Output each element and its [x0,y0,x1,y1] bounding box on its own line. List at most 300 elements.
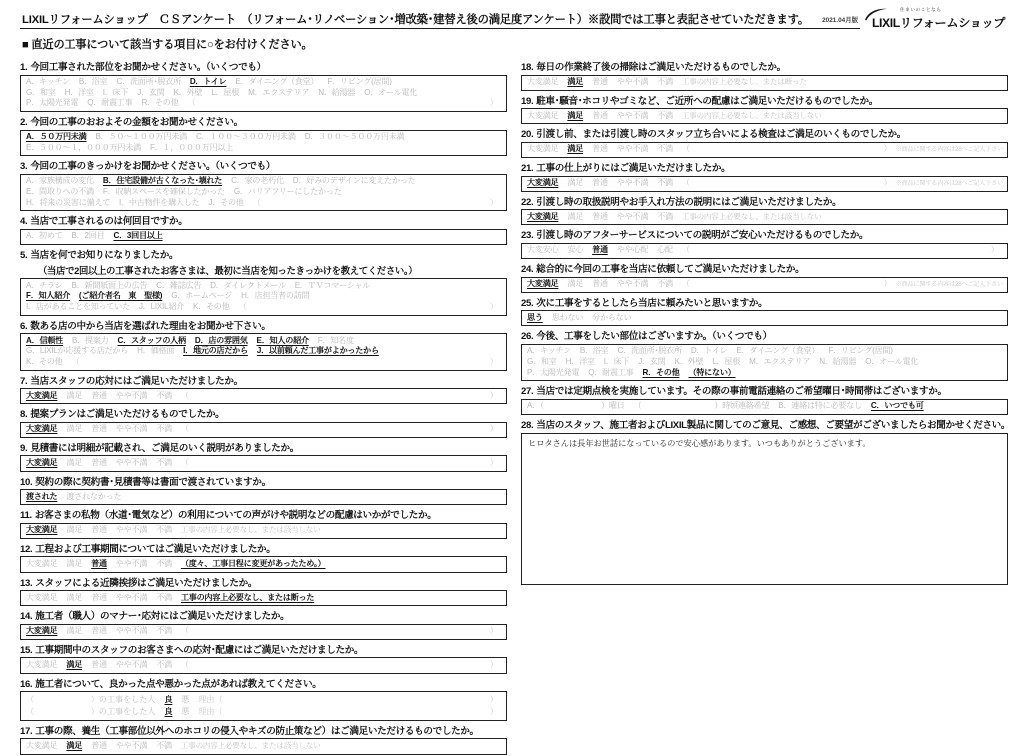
reason-field[interactable] [198,694,498,706]
selected-option[interactable]: 満足 [567,77,584,86]
option[interactable]: F．収納スペースを確保したかった [102,187,225,197]
option: 工事の内容上必要なし、または該当しない [681,211,822,221]
selected-option[interactable]: J．以前頼んだ工事がよかったから [256,346,379,356]
logo-wordmark: LIXILリフォームショップ [872,16,1006,30]
option-row [26,98,502,109]
question-text: 当店で工事されるのは何回目ですか。 [30,216,188,228]
option[interactable]: L．屋根 [211,87,240,97]
option[interactable]: F．知名度 [317,335,354,345]
write-in-field[interactable] [181,626,498,637]
paren-open: （ [180,390,189,400]
question-text: 今後、工事をしたい部位はございますか。（いくつでも） [536,331,772,343]
question-text: 当店スタッフの応対にはご満足いただけましたか。 [30,375,243,387]
selected-option[interactable]: F．知人紹介 [26,291,70,301]
selected-option[interactable]: 満足 [66,740,83,750]
write-in-field[interactable] [682,279,892,290]
question-title [521,261,1008,275]
option[interactable]: B．連絡は特に必要なし [778,401,862,411]
selected-option[interactable]: 大変満足 [527,279,559,289]
option[interactable]: N．給湯器 [318,87,356,97]
option-row [527,212,1003,223]
option[interactable]: 普通 [592,279,608,289]
question-number: 1. [20,62,28,73]
paren-close: ） [489,301,498,311]
option[interactable]: 普通 [91,457,107,467]
option-row [26,346,502,357]
option[interactable]: P．太陽光発電 [527,367,580,377]
question-text: 施工者について、良かった点や悪かった点があれば教えてください。 [35,678,322,690]
option[interactable]: 普通 [91,659,107,669]
option[interactable]: K．その他 [26,356,63,366]
option[interactable]: やや不満 [115,558,148,568]
option[interactable]: 不満 [156,525,172,535]
contractor-name-field[interactable]: （ ） [26,706,99,716]
question-number: 25. [521,297,534,309]
option[interactable]: D．好みのデザインに変えたかった [292,176,416,186]
selected-option[interactable]: R．その他 [642,367,680,377]
option[interactable]: 不満 [156,457,172,467]
option[interactable]: M．エクステリア [248,87,310,97]
option[interactable]: やや不満 [616,77,649,86]
question-number: 9. [20,442,28,454]
answer-box [521,399,1008,415]
option[interactable]: やや不満 [115,457,148,467]
selected-option[interactable]: E．知人の紹介 [256,335,309,345]
option[interactable]: G．和室 [26,87,56,97]
option[interactable]: 大変満足 [26,592,58,602]
selected-option[interactable]: D．店の雰囲気 [194,335,248,345]
option[interactable]: 不満 [156,659,172,669]
option[interactable]: やや不満 [616,110,649,120]
option[interactable]: 大変満足 [527,77,559,86]
question-number: 13. [20,577,33,589]
option[interactable]: 満足 [66,457,83,467]
option[interactable]: 満足 [66,592,83,602]
answer-box [521,108,1008,124]
option[interactable]: D．ダイレクトメール [210,280,286,290]
write-in-field[interactable] [181,458,498,469]
question-title [20,474,507,488]
option[interactable]: H．将来の災害に備えて [26,197,111,207]
option: ※商品に関する内容は28へご記入下さい [895,180,1003,188]
option-row [26,187,502,198]
selected-option[interactable]: (ご紹介者名 東 聖様) [78,291,163,301]
selected-option[interactable]: 良 [164,706,173,716]
option[interactable]: F．１，０００万円以上 [149,142,234,152]
option-row [26,525,502,536]
option[interactable]: E．５００～１，０００万円未満 [26,142,141,152]
write-in-field[interactable] [253,198,498,209]
answer-box [20,738,507,754]
answer-box [521,142,1008,158]
selected-option[interactable]: （度々、工事日程に変更があったため。） [180,558,326,568]
option[interactable]: G．バリアフリーにしたかった [233,187,342,197]
option[interactable]: B．浴室 [78,77,108,86]
question-number: 23. [521,230,534,242]
option[interactable]: 不満 [156,592,172,602]
contractor-label: の工事をした人 [98,706,156,716]
answer-box [20,174,507,212]
option[interactable]: A．初めて [26,231,63,241]
option[interactable]: B．５０～１００万円未満 [95,132,187,142]
question-text: 工程および工事期間についてはご満足いただけましたか。 [35,543,276,555]
contractor-entry-row [26,706,502,718]
question-title [20,642,507,656]
option[interactable]: 満足 [567,211,584,221]
option[interactable]: 不満 [156,626,172,636]
question-title [20,406,507,420]
option[interactable]: 普通 [91,390,107,400]
option[interactable]: やや不満 [115,626,148,636]
answer-box [521,209,1008,225]
write-in-field[interactable] [181,424,498,435]
option[interactable]: J．LIXIL紹介 [138,301,184,311]
selected-option[interactable]: 大変満足 [26,390,58,400]
paren-close: ） [489,197,498,207]
selected-option[interactable]: 大変満足 [527,211,559,221]
option[interactable]: E．間取りへの不満 [26,187,94,197]
question-text: 当店のスタッフ、施工者およびLIXIL製品に関してのご意見、ご感想、ご要望がございましたらお聞かせください。 [536,420,1011,432]
question-27 [521,383,1008,415]
option[interactable]: A．家族構成の変化 [26,176,94,186]
selected-option[interactable]: 大変満足 [26,424,58,434]
option[interactable]: J．その他 [208,197,244,207]
option[interactable]: やや不満 [115,592,148,602]
option[interactable]: 満足 [66,390,83,400]
write-in-field[interactable] [181,660,498,671]
question-15 [20,642,507,674]
option[interactable]: 普通 [592,110,608,120]
question-title [20,608,507,622]
question-number: 10. [20,476,33,488]
selected-option[interactable]: 満足 [567,110,584,120]
selected-option[interactable]: 良 [164,694,173,704]
question-text: 総合的に今回の工事を当店に依頼してご満足いただけましたか。 [536,264,805,276]
option[interactable]: 不満 [657,178,673,188]
option[interactable]: H．洋室 [565,357,595,367]
option[interactable]: 普通 [91,424,107,434]
option[interactable]: 悪 [181,706,190,716]
option[interactable]: F．リビング(居間) [327,77,392,86]
option[interactable]: K．その他 [192,301,230,311]
option[interactable]: I．中古物件を購入した [119,197,200,207]
contractor-name-field[interactable]: （ ） [26,694,99,704]
option[interactable]: 普通 [91,525,107,535]
option[interactable]: I．床下 [603,357,630,367]
question-text: 次に工事をするとしたら当店に頼みたいと思いますか。 [536,297,768,309]
selected-option[interactable]: A．信頼性 [26,335,63,345]
question-text: 施工者（職人）のマナー･応対にはご満足いただけましたか。 [35,611,290,623]
question-number: 28. [521,420,534,432]
lixil-logo [864,6,1006,34]
question-10 [20,474,507,506]
option[interactable]: C．雑誌広告 [156,280,202,290]
option[interactable]: 普通 [91,626,107,636]
option[interactable]: 大変満足 [527,144,559,154]
option[interactable]: 大変満足 [527,110,559,120]
option[interactable]: C．１００～３００万円未満 [195,132,296,142]
option[interactable]: B．提案力 [71,335,109,345]
option[interactable]: 不満 [657,77,673,86]
paren-close: ） [489,626,498,636]
reason-field[interactable] [198,706,498,718]
option-row [26,559,502,570]
paren-close: ） [489,390,498,400]
option[interactable]: J．玄関 [638,357,666,367]
option[interactable]: やや不満 [616,144,649,154]
option[interactable]: L．屋根 [712,357,741,367]
option[interactable]: P．太陽光発電 [26,98,79,108]
option[interactable]: 満足 [567,279,584,289]
option[interactable]: Q．耐震工事 [588,367,634,377]
option-row [26,143,502,154]
option[interactable]: C．家の老朽化 [231,176,284,186]
paren-open: （ [681,178,690,188]
paren-open: （ [180,424,189,434]
option[interactable]: K．外壁 [173,87,203,97]
question-text: 契約の際に契約書･見積書等は書面で渡されていますか。 [35,476,271,488]
option: 工事の内容上必要なし、または断った [681,77,807,86]
paren-open: （ [681,245,690,255]
selected-option[interactable]: （特にない） [688,367,736,377]
option[interactable]: やや不満 [115,659,148,669]
question-1 [20,59,507,112]
header-divider [20,28,860,29]
option[interactable]: やや不満 [115,424,148,434]
selected-option[interactable]: 工事の内容上必要なし、または断った [180,592,315,602]
option[interactable]: H．洋室 [64,87,94,97]
option[interactable]: 安心 [567,245,584,255]
option[interactable]: K．外壁 [674,357,704,367]
option[interactable]: 満足 [66,424,83,434]
option[interactable]: J．玄関 [137,87,165,97]
question-number: 6. [20,320,28,332]
option[interactable]: O．オール電化 [865,357,919,367]
question-title [20,541,507,555]
option[interactable]: やや不満 [616,178,649,188]
paren-close: ） [990,245,999,255]
question-title [20,723,507,737]
paren-open: （ [71,356,80,366]
option[interactable]: 満足 [66,558,83,568]
paren-open: （ [180,626,189,636]
option[interactable]: やや不満 [115,740,148,750]
selected-option[interactable]: B．住宅設備が古くなった･壊れた [102,176,223,186]
write-in-field[interactable] [187,98,498,109]
paren-close: ） [883,279,892,289]
option[interactable]: F．リビング(居間) [828,346,893,356]
free-comment-box[interactable]: ヒロタさんは長年お世話になっているので安心感があります。いつもありがとうございます。 [521,433,1008,585]
option[interactable]: B．2回目 [71,231,105,241]
option[interactable]: 不満 [156,424,172,434]
write-in-field[interactable] [181,391,498,402]
selected-option[interactable]: 満足 [567,144,584,154]
option: 工事の内容上必要なし、または該当しない [180,525,321,535]
option-row [26,176,502,187]
selected-option[interactable]: 大変満足 [527,178,559,188]
question-title [20,318,507,332]
option[interactable]: A．チラシ [26,280,63,290]
option[interactable]: E．ＴＶコマーシャル [294,280,371,290]
selected-option[interactable]: 大変満足 [26,457,58,467]
option-row [26,660,502,671]
option-row [26,336,502,347]
option[interactable]: 分からない [592,312,632,322]
selected-option[interactable]: 普通 [592,245,608,255]
answer-box [521,277,1008,293]
selected-option[interactable]: C．3回目以上 [113,231,163,241]
selected-option[interactable]: 思う [527,312,543,322]
answer-box [20,229,507,245]
option[interactable]: 満足 [66,525,83,535]
option[interactable]: ）曜日 [601,401,625,411]
selected-option[interactable]: 大変満足 [26,626,58,636]
option[interactable]: 普通 [592,77,608,86]
option[interactable]: D．トイレ [690,346,728,356]
option[interactable]: D．３００～５００万円未満 [304,132,405,142]
write-in-field[interactable] [682,178,892,189]
option[interactable]: 不満 [657,144,673,154]
option[interactable]: 大変安心 [527,245,559,255]
option[interactable]: 不満 [657,211,673,221]
option[interactable]: E．ダイニング（食堂） [235,77,319,86]
question-text: 提案プランはご満足いただけるものでしたか。 [30,409,225,421]
option[interactable]: G．和室 [527,357,557,367]
option[interactable]: R．その他 [141,98,179,108]
option[interactable]: B．浴室 [579,346,609,356]
question-text: 工事期間中のスタッフのお客さまへの応対･配慮にはご満足いただけましたか。 [35,644,364,656]
question-number: 11. [20,510,32,522]
option[interactable]: やや不満 [616,279,649,289]
option[interactable]: A．（ [527,401,544,411]
selected-option[interactable]: 満足 [66,659,83,669]
contractor-label: の工事をした人 [98,694,156,704]
option[interactable]: 大変満足 [26,740,58,750]
question-text: 引渡し前、または引渡し時のスタッフ立ち合いによる検査はご満足のいくものでしたか。 [536,129,907,141]
option[interactable]: B．新聞紙面上の広告 [71,280,148,290]
selected-option[interactable]: C．いつでも可 [870,401,924,411]
option[interactable]: やや不満 [115,525,148,535]
option[interactable]: 普通 [592,211,608,221]
option[interactable]: M．エクステリア [749,357,811,367]
option[interactable]: 不満 [156,558,172,568]
option[interactable]: （ [633,401,642,411]
question-text: 見積書には明細が記載され、ご満足のいく説明がありましたか。 [30,442,299,454]
question-7 [20,373,507,405]
selected-option[interactable]: 渡された [26,491,58,501]
option[interactable]: 普通 [91,740,107,750]
option[interactable]: 普通 [592,178,608,188]
selected-option[interactable]: A．５０万円未満 [26,132,87,142]
paren-close: ） [489,659,498,669]
answer-box [20,691,507,721]
selected-option[interactable]: I．地元の店だから [183,346,248,356]
option[interactable]: Q．耐震工事 [87,98,133,108]
question-number: 27. [521,386,534,398]
option[interactable]: 大変満足 [26,558,58,568]
write-in-field[interactable] [72,357,498,368]
option[interactable]: G．LIXILが応援する店だから [26,346,129,356]
option[interactable]: 普通 [592,144,608,154]
question-13 [20,575,507,607]
option[interactable]: 大変満足 [26,659,58,669]
answer-box [20,489,507,505]
question-text: 当店では定期点検を実施しています。その際の事前電話連絡のご希望曜日･時間帯はございますか。 [536,386,947,398]
option[interactable]: H．店担当者の訪問 [241,291,310,301]
write-in-field[interactable] [238,302,498,313]
option[interactable]: 思わない [551,312,584,322]
option[interactable]: 不満 [657,110,673,120]
question-4 [20,213,507,245]
option[interactable]: やや心配 [616,245,649,255]
question-12 [20,541,507,573]
logo-tagline: 住まいのことなら [900,7,942,12]
option[interactable]: 悪 [181,694,190,704]
answer-box [20,278,507,316]
option[interactable]: A．キッチン [26,77,70,86]
write-in-field[interactable] [682,144,892,155]
question-text: 今回の工事のきっかけをお聞かせください。（いくつでも） [30,161,276,173]
question-text: 数ある店の中から当店を選ばれた理由をお聞かせ下さい。 [30,320,271,332]
option[interactable]: N．給湯器 [819,357,857,367]
question-25 [521,295,1008,327]
option[interactable]: 不満 [156,390,172,400]
option[interactable]: やや不満 [616,211,649,221]
option[interactable]: 心配 [657,245,673,255]
option[interactable]: H．価格面 [137,346,175,356]
option[interactable]: 渡されなかった [66,491,122,501]
option-row [527,144,1003,155]
option: 工事の内容上必要なし、または該当しない [180,740,321,750]
option[interactable] [553,401,592,412]
question-text: お客さまの私物（水道･電気など）の利用についての声がけや説明などの配慮はいかがでしたか。 [34,510,437,522]
selected-option[interactable]: D．トイレ [189,77,227,86]
option-row [527,346,1003,357]
question-title [521,194,1008,208]
option[interactable]: ）時頃連絡希望 [714,401,770,411]
option[interactable]: I．店があることを知っていた [26,301,130,311]
option-row [26,231,502,242]
option[interactable]: O．オール電化 [364,87,418,97]
option[interactable]: 満足 [567,178,584,188]
option[interactable]: 普通 [91,592,107,602]
question-title [20,114,507,128]
option[interactable]: G．ホームページ [171,291,233,301]
option[interactable]: 不満 [156,740,172,750]
selected-option[interactable]: C．スタッフの人柄 [117,335,186,345]
option[interactable]: 不満 [657,279,673,289]
option[interactable]: E．ダイニング（食堂） [736,346,820,356]
selected-option[interactable]: 普通 [91,558,107,568]
left-column [20,57,507,756]
option[interactable]: C．洗面所･脱衣所 [617,346,682,356]
option[interactable]: C．洗面所･脱衣所 [116,77,181,86]
answer-box [521,75,1008,91]
selected-option[interactable]: 大変満足 [26,525,58,535]
option[interactable]: やや不満 [115,390,148,400]
reason-label: 理由（ [198,706,223,716]
option-row [26,391,502,402]
option[interactable]: 満足 [66,626,83,636]
option[interactable]: I．床下 [102,87,129,97]
question-19 [521,93,1008,125]
option[interactable] [650,401,705,412]
question-number: 7. [20,375,28,387]
option[interactable]: A．キッチン [527,346,571,356]
write-in-field[interactable] [682,245,999,256]
question-title [20,676,507,690]
answer-box [20,388,507,404]
